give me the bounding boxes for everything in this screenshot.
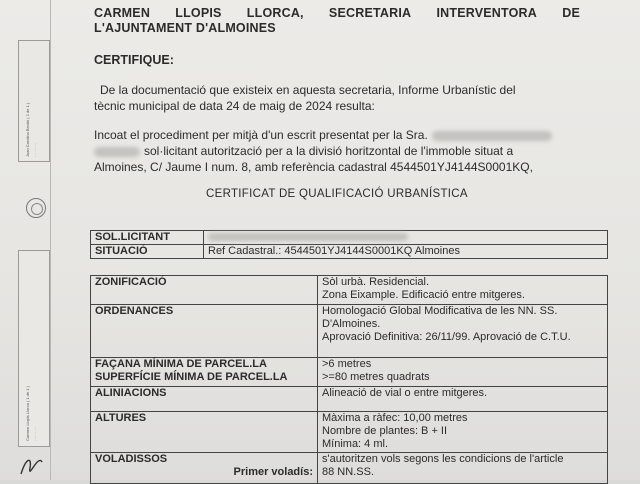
facana-label: FAÇANA MÍNIMA DE PARCEL.LA bbox=[95, 358, 267, 370]
municipal-seal-icon bbox=[26, 198, 46, 218]
solicitant-label: SOL.LICITANT bbox=[91, 231, 204, 245]
superficie-value: >=80 metres quadrats bbox=[322, 371, 430, 383]
signature-stamp-top bbox=[18, 40, 50, 162]
superficie-label: SUPERFÍCIE MÍNIMA DE PARCEL.LA bbox=[95, 371, 288, 383]
voladissos-title: VOLADISSOS bbox=[95, 453, 168, 465]
signature-stamp-subtext: ··· ··· ··· bbox=[33, 426, 38, 441]
certifique-label: CERTIFIQUE: bbox=[94, 53, 174, 67]
cell-line: Nombre de plantes: B + II bbox=[322, 425, 448, 437]
cell-line: D'Almoines. bbox=[322, 318, 381, 330]
signature-stamp-bottom bbox=[18, 250, 50, 447]
handwritten-signature-icon bbox=[18, 448, 46, 478]
voladissos-label bbox=[91, 453, 318, 484]
table-row bbox=[91, 387, 608, 412]
solicitant-value bbox=[204, 231, 608, 245]
table-row bbox=[91, 453, 608, 484]
intro-line: De la documentació que existeix en aquesta secretaria, Informe Urbanístic del bbox=[100, 83, 516, 97]
heading-word: DE bbox=[562, 6, 580, 20]
parcela-values bbox=[318, 358, 608, 387]
cell-line: s'autoritzen vols segons les condicions de l'article bbox=[322, 453, 564, 465]
heading-word: LLOPIS bbox=[175, 6, 222, 20]
intro-paragraph bbox=[94, 82, 580, 114]
heading-line-2: L'AJUNTAMENT D'ALMOINES bbox=[94, 21, 276, 35]
altures-label: ALTURES bbox=[91, 412, 318, 453]
voladissos-value bbox=[318, 453, 608, 484]
situacio-label: SITUACIÓ bbox=[91, 245, 204, 259]
incoat-line: sol·licitant autorització per a la divisió horitzontal de l'immoble situat a bbox=[144, 144, 514, 158]
qualification-table bbox=[90, 275, 608, 484]
signature-stamp-text: Juan Carolina Benitó ( 1 de 1 ) bbox=[25, 102, 30, 157]
aliniacions-label: ALINIACIONS bbox=[91, 387, 318, 412]
incoat-line: Incoat el procediment per mitjà d'un escrit presentat per la Sra. bbox=[94, 128, 428, 142]
table-row bbox=[91, 231, 608, 245]
table-row bbox=[91, 412, 608, 453]
heading-word: SECRETARIA bbox=[328, 6, 412, 20]
heading-word: INTERVENTORA bbox=[436, 6, 538, 20]
heading-word: LLORCA, bbox=[246, 6, 304, 20]
signature-stamp-subtext: ··· ··· ··· bbox=[33, 142, 38, 157]
parcela-labels bbox=[91, 358, 318, 387]
altures-value bbox=[318, 412, 608, 453]
table-row bbox=[91, 245, 608, 259]
cell-line: Homologació Global Modificativa de les NN. SS. bbox=[322, 305, 558, 317]
cell-line: Màxima a ràfec: 10,00 metres bbox=[322, 412, 468, 424]
cell-line: Sòl urbà. Residencial. bbox=[322, 276, 430, 288]
applicant-table bbox=[90, 230, 608, 259]
zonificacio-label: ZONIFICACIÓ bbox=[91, 276, 318, 305]
redacted-name bbox=[208, 233, 408, 241]
signature-stamp-text: Carmen Llopis Llorca ( 1 de 1 ) bbox=[25, 386, 30, 441]
table-row bbox=[91, 305, 608, 358]
incoat-paragraph bbox=[94, 127, 580, 175]
primer-voladis-label: Primer voladís: bbox=[233, 466, 313, 478]
cell-line: Zona Eixample. Edificació entre mitgeres. bbox=[322, 289, 525, 301]
facana-value: >6 metres bbox=[322, 358, 372, 370]
document-heading bbox=[94, 6, 580, 36]
table-row bbox=[91, 276, 608, 305]
intro-line: tècnic municipal de data 24 de maig de 2024 resulta: bbox=[94, 99, 375, 113]
certificate-subtitle: CERTIFICAT DE QUALIFICACIÓ URBANÍSTICA bbox=[206, 188, 468, 200]
cell-line: Aprovació Definitiva: 26/11/99. Aprovació de C.T.U. bbox=[322, 331, 571, 343]
table-row bbox=[91, 358, 608, 387]
incoat-line: Almoines, C/ Jaume I num. 8, amb referència cadastral 4544501YJ4144S0001KQ, bbox=[94, 160, 533, 174]
zonificacio-value bbox=[318, 276, 608, 305]
cell-line: Mínima: 4 ml. bbox=[322, 438, 389, 450]
redacted-name bbox=[94, 147, 140, 157]
redacted-name bbox=[432, 131, 552, 141]
situacio-value: Ref Cadastral.: 4544501YJ4144S0001KQ Almoines bbox=[204, 245, 608, 259]
cell-line: 88 NN.SS. bbox=[322, 466, 374, 478]
ordenances-value bbox=[318, 305, 608, 358]
aliniacions-value: Alineació de vial o entre mitgeres. bbox=[318, 387, 608, 412]
heading-word: CARMEN bbox=[94, 6, 151, 20]
ordenances-label: ORDENANCES bbox=[91, 305, 318, 358]
